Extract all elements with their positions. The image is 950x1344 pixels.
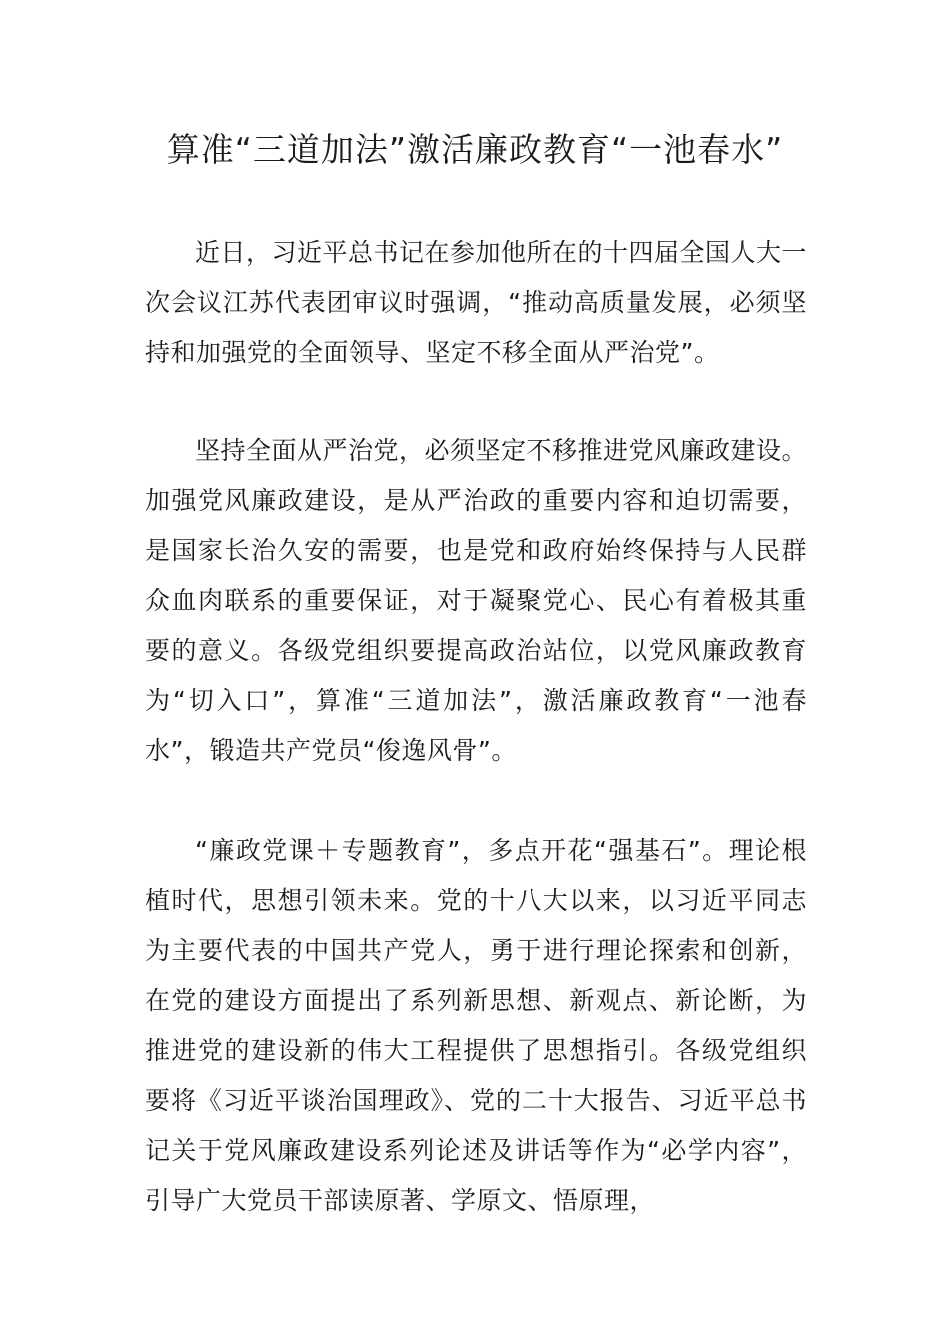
document-title: 算准“三道加法”激活廉政教育“一池春水”	[166, 130, 784, 169]
paragraph-1: 近日，习近平总书记在参加他所在的十四届全国人大一次会议江苏代表团审议时强调，“推动高质量发展，必须坚持和加强党的全面领导、坚定不移全面从严治党”。	[145, 238, 808, 367]
paragraph-3: “廉政党课＋专题教育”，多点开花“强基石”。理论根植时代，思想引领未来。党的十八大以来，以习近平同志为主要代表的中国共产党人，勇于进行理论探索和创新，在党的建设方面提出了系列新思想、新观点、新论断，为推进党的建设新的伟大工程提供了思想指引。各级党组织要将《习近平谈治国理政》、党的二十大报告、习近平总书记关于党风廉政建设系列论述及讲话等作为“必学内容”，引导广大党员干部读原著、学原文、悟原理，	[145, 836, 807, 1215]
paragraph-2: 坚持全面从严治党，必须坚定不移推进党风廉政建设。加强党风廉政建设，是从严治政的重要内容和迫切需要，是国家长治久安的需要，也是党和政府始终保持与人民群众血肉联系的重要保证，对于凝聚党心、民心有着极其重要的意义。各级党组织要提高政治站位，以党风廉政教育为“切入口”，算准“三道加法”，激活廉政教育“一池春水”，锻造共产党员“俊逸风骨”。	[145, 436, 808, 765]
